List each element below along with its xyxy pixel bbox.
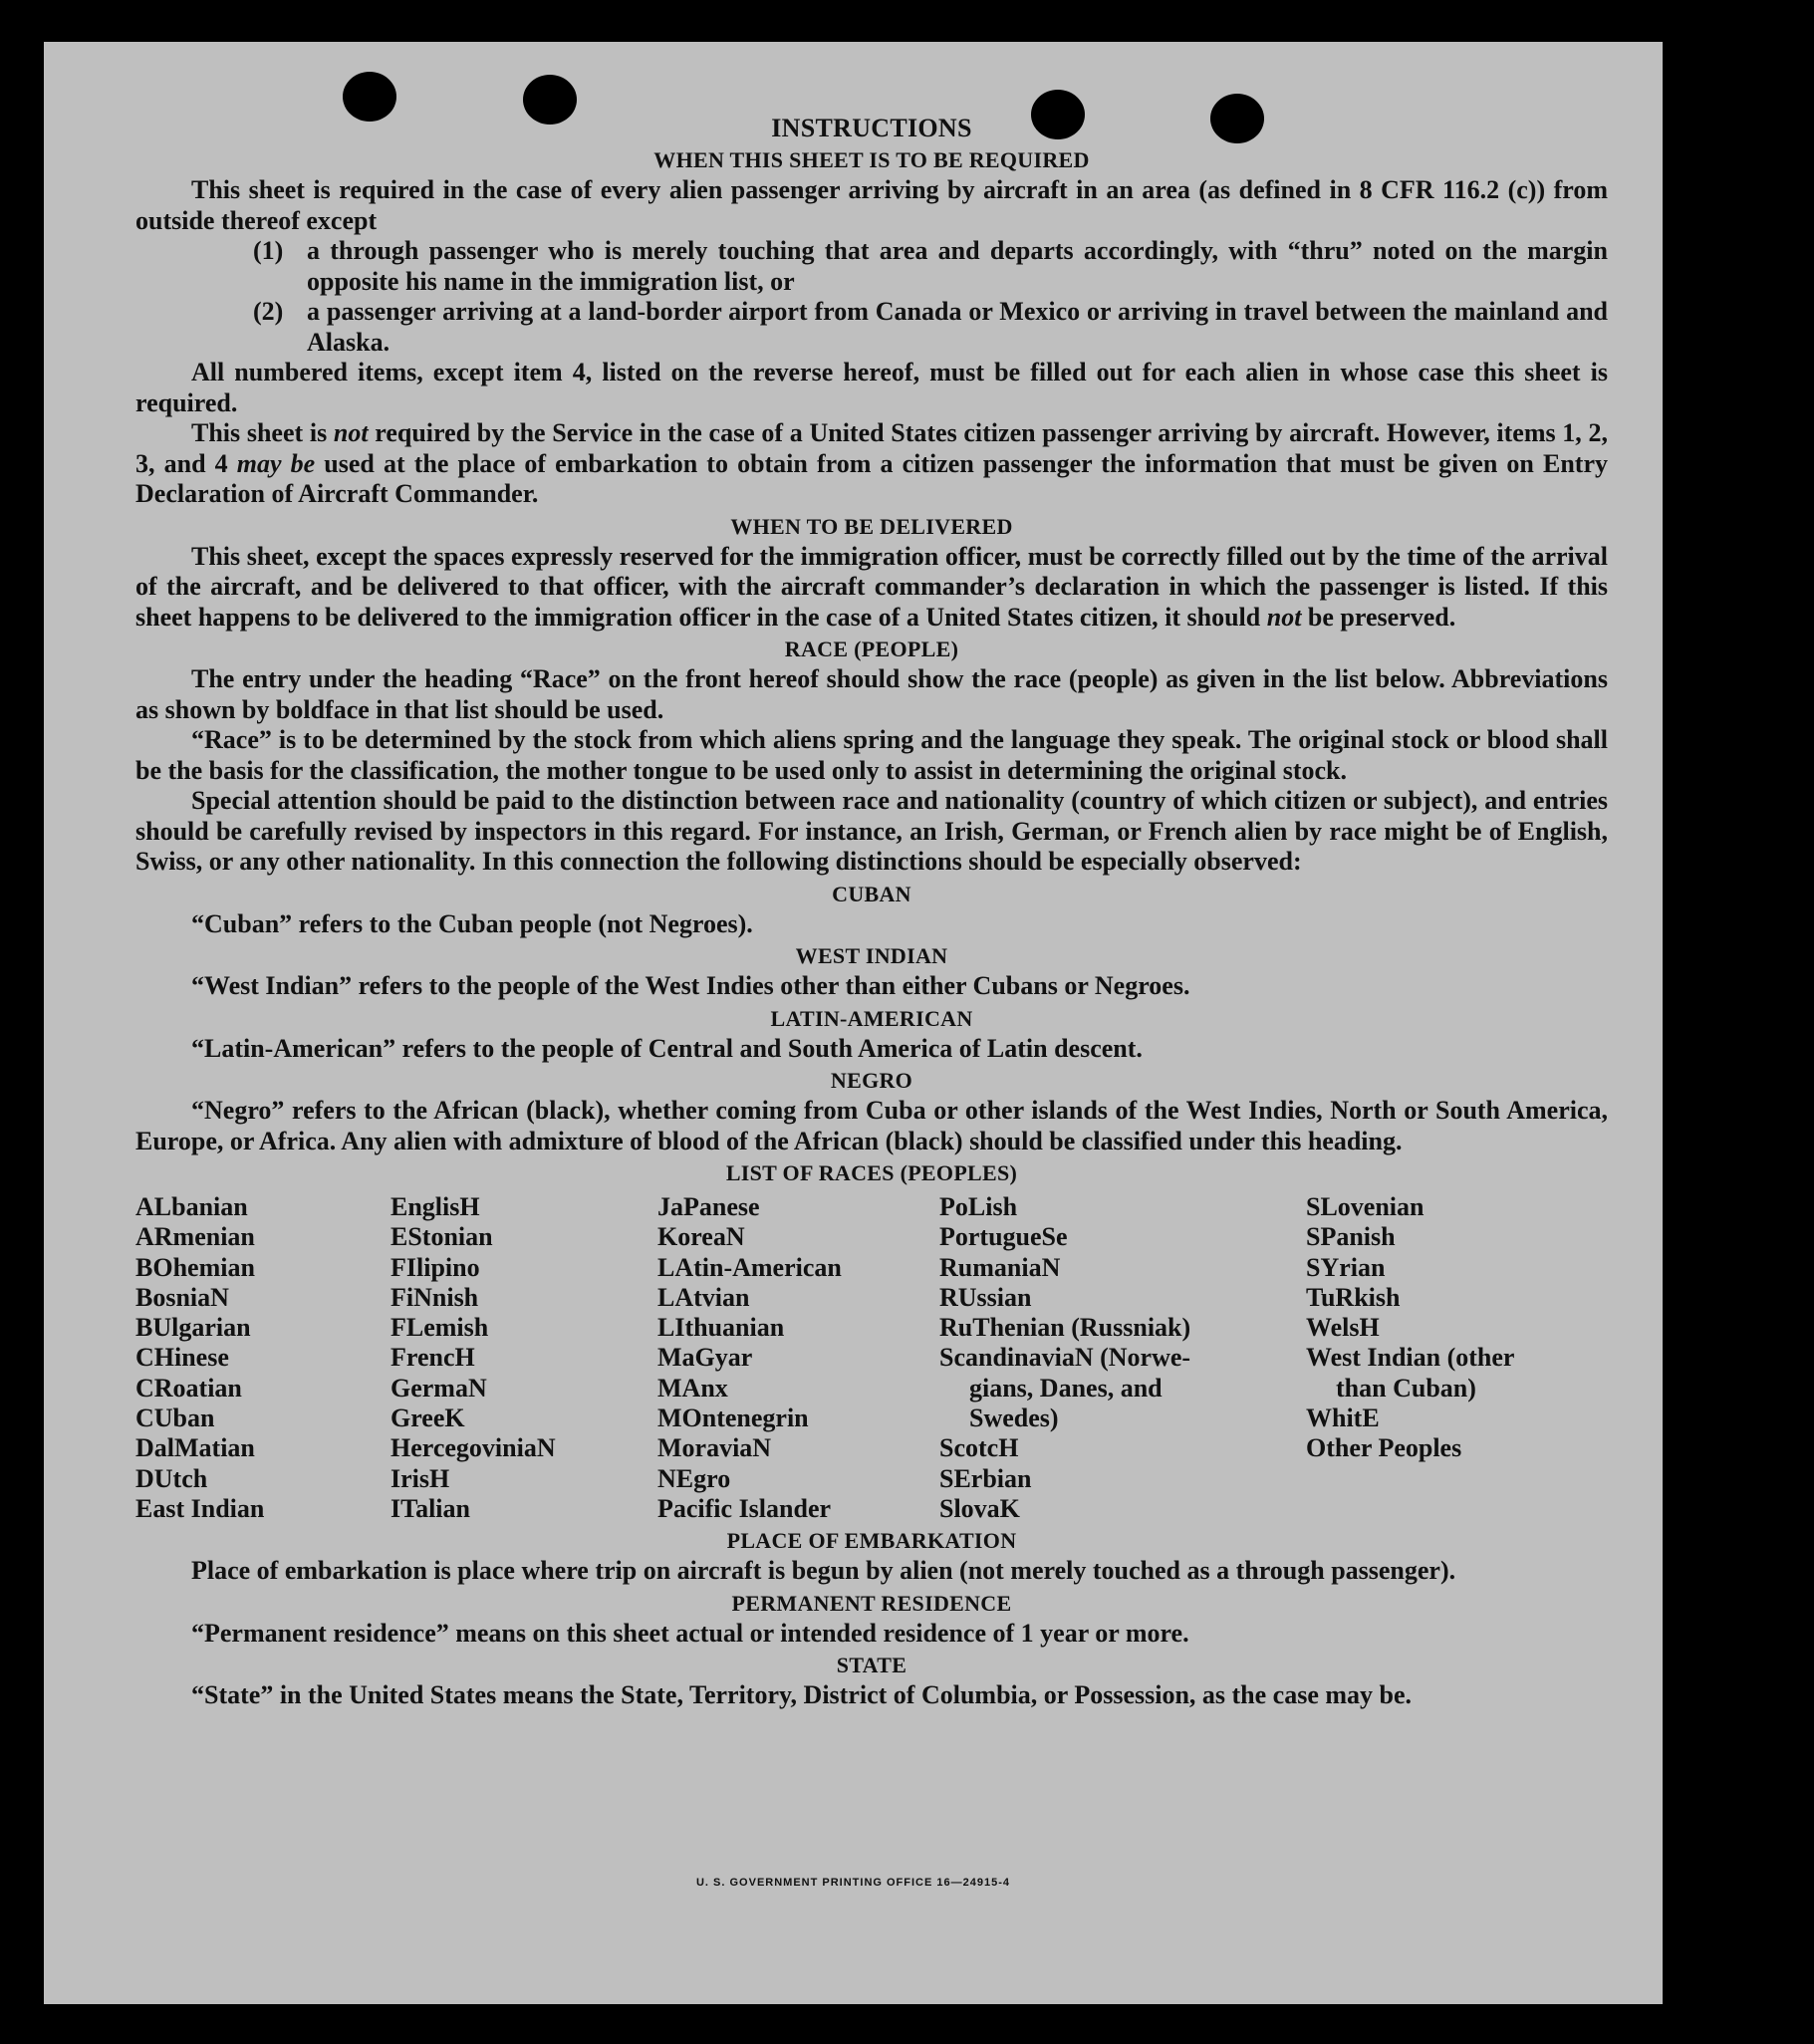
races-column xyxy=(390,1192,657,1524)
race-entry: JaPanese xyxy=(657,1192,760,1221)
race-entry: MAnx xyxy=(657,1373,728,1403)
race-entry: EnglisH xyxy=(390,1192,480,1221)
race-entry: GreeK xyxy=(390,1404,465,1433)
paragraph: “Race” is to be determined by the stock from which aliens spring and the language they speak. The original stock or blood shall be the basis for the classification, the mother tongue to be used only to assist in determining the original stock. xyxy=(135,725,1608,785)
race-entry: TuRkish xyxy=(1306,1282,1401,1312)
race-entry: DalMatian xyxy=(135,1433,255,1463)
paragraph: “Permanent residence” means on this sheet actual or intended residence of 1 year or more. xyxy=(191,1618,1189,1648)
race-entry: BOhemian xyxy=(135,1252,255,1282)
paragraph: This sheet, except the spaces expressly reserved for the immigration officer, must be correctly filled out by the time of the arrival of the aircraft, and be delivered to that officer, with the aircraft commander’s declaration in which the passenger is listed. If this sheet happens to be delivered to the immigration officer in the case of a United States citizen, it should not be preserved. xyxy=(135,541,1608,632)
race-entry-continued: than Cuban) xyxy=(1336,1373,1476,1403)
paragraph: “Cuban” refers to the Cuban people (not Negroes). xyxy=(191,908,753,938)
race-entry: SLovenian xyxy=(1306,1192,1425,1221)
races-column xyxy=(657,1192,939,1524)
races-table xyxy=(135,1192,1608,1524)
race-entry: Other Peoples xyxy=(1306,1433,1462,1463)
paragraph: This sheet is required in the case of every alien passenger arriving by aircraft in an area (as defined in 8 CFR 116.2 (c)) from outside thereof except xyxy=(135,175,1608,235)
list-item xyxy=(253,297,1608,358)
section-heading: WHEN THIS SHEET IS TO BE REQUIRED xyxy=(653,147,1090,172)
race-entry: MOntenegrin xyxy=(657,1404,809,1433)
race-entry: LAtvian xyxy=(657,1282,750,1312)
section-heading: CUBAN xyxy=(832,881,911,906)
race-entry-continued: gians, Danes, and xyxy=(969,1373,1163,1403)
race-entry: FrencH xyxy=(390,1343,475,1373)
paragraph: All numbered items, except item 4, listed on the reverse hereof, must be filled out for each alien in whose case this sheet is required. xyxy=(135,358,1608,417)
race-entry: FIlipino xyxy=(390,1252,480,1282)
item-number: (1) xyxy=(253,236,284,265)
race-entry: PortugueSe xyxy=(939,1222,1068,1252)
paragraph: The entry under the heading “Race” on the front hereof should show the race (people) as given in the list below. Abbreviations as shown by boldface in that list should be used. xyxy=(135,664,1608,724)
race-entry: FiNnish xyxy=(390,1282,479,1312)
race-entry: EStonian xyxy=(390,1222,493,1252)
paragraph: Place of embarkation is place where trip on aircraft is begun by alien (not merely touched as a through passenger). xyxy=(191,1556,1456,1586)
race-entry: RuThenian (Russniak) xyxy=(939,1313,1191,1343)
race-entry: WelsH xyxy=(1306,1313,1380,1343)
race-entry: West Indian (other xyxy=(1306,1343,1515,1373)
document-page xyxy=(44,42,1663,2004)
race-entry: DUtch xyxy=(135,1463,208,1493)
race-entry: LAtin-American xyxy=(657,1252,842,1282)
paragraph: “West Indian” refers to the people of the West Indies other than either Cubans or Negroes. xyxy=(191,971,1190,1000)
race-entry: ITalian xyxy=(390,1493,470,1523)
race-entry-continued: Swedes) xyxy=(969,1404,1059,1433)
paragraph: “Negro” refers to the African (black), whether coming from Cuba or other islands of the West Indies, North or South America, Europe, or Africa. Any alien with admixture of blood of the African (black) should be classified under this heading. xyxy=(135,1096,1608,1155)
race-entry: GermaN xyxy=(390,1373,487,1403)
race-entry: ScotcH xyxy=(939,1433,1019,1463)
section-heading: WEST INDIAN xyxy=(795,943,948,968)
race-entry: ALbanian xyxy=(135,1192,248,1221)
item-text: a passenger arriving at a land-border airport from Canada or Mexico or arriving in travel between the mainland and Alaska. xyxy=(307,297,1608,357)
printer-imprint: U. S. GOVERNMENT PRINTING OFFICE 16—24915-4 xyxy=(695,1877,1010,1889)
race-entry: WhitE xyxy=(1306,1404,1380,1433)
race-entry: SErbian xyxy=(939,1463,1032,1493)
race-entry: NEgro xyxy=(657,1463,731,1493)
race-entry: East Indian xyxy=(135,1493,265,1523)
race-entry: CUban xyxy=(135,1404,215,1433)
race-entry: FLemish xyxy=(390,1313,489,1343)
race-entry: SlovaK xyxy=(939,1493,1020,1523)
item-text: a through passenger who is merely touching that area and departs accordingly, with “thru” noted on the margin opposite his name in the immigration list, or xyxy=(307,236,1608,296)
section-heading: PERMANENT RESIDENCE xyxy=(731,1590,1012,1616)
race-entry: BosniaN xyxy=(135,1282,229,1312)
section-heading: NEGRO xyxy=(830,1068,913,1093)
race-entry: ScandinaviaN (Norwe- xyxy=(939,1343,1191,1373)
instructions-body xyxy=(135,114,1608,1711)
race-entry: KoreaN xyxy=(657,1222,745,1252)
section-heading: STATE xyxy=(836,1653,907,1678)
paragraph: “Latin-American” refers to the people of Central and South America of Latin descent. xyxy=(191,1033,1143,1063)
list-item xyxy=(253,236,1608,297)
paragraph: “State” in the United States means the State, Territory, District of Columbia, or Possession, as the case may be. xyxy=(191,1680,1413,1710)
paragraph: This sheet is not required by the Service in the case of a United States citizen passenger arriving by aircraft. However, items 1, 2, 3, and 4 may be used at the place of embarkation to obtain from a citizen passenger the information that must be given on Entry Declaration of Aircraft Commander. xyxy=(135,418,1608,508)
race-entry: HercegoviniaN xyxy=(390,1433,556,1463)
paragraph: Special attention should be paid to the distinction between race and nationality (country of which citizen or subject), and entries should be carefully revised by inspectors in this regard. For instance, an Irish, German, or French alien by race might be of English, Swiss, or any other nationality. In this connection the following distinctions should be especially observed: xyxy=(135,786,1608,876)
race-entry: CRoatian xyxy=(135,1373,242,1403)
races-column xyxy=(1306,1192,1608,1524)
race-entry: RumaniaN xyxy=(939,1252,1061,1282)
section-heading: RACE (PEOPLE) xyxy=(784,637,959,661)
race-entry: SYrian xyxy=(1306,1252,1386,1282)
race-entry: SPanish xyxy=(1306,1222,1396,1252)
race-entry: PoLish xyxy=(939,1192,1018,1221)
item-number: (2) xyxy=(253,297,284,326)
race-entry: MoraviaN xyxy=(657,1433,772,1463)
race-entry: ARmenian xyxy=(135,1222,255,1252)
section-heading: LIST OF RACES (PEOPLES) xyxy=(725,1160,1018,1185)
races-column xyxy=(939,1192,1306,1524)
section-heading: LATIN-AMERICAN xyxy=(770,1005,973,1031)
race-entry: Pacific Islander xyxy=(657,1493,832,1523)
race-entry: CHinese xyxy=(135,1343,229,1373)
page-title: INSTRUCTIONS xyxy=(771,114,972,142)
race-entry: RUssian xyxy=(939,1282,1032,1312)
races-column xyxy=(135,1192,390,1524)
race-entry: IrisH xyxy=(390,1463,450,1493)
section-heading: PLACE OF EMBARKATION xyxy=(726,1528,1017,1554)
section-heading: WHEN TO BE DELIVERED xyxy=(730,513,1013,539)
race-entry: BUlgarian xyxy=(135,1313,251,1343)
race-entry: LIthuanian xyxy=(657,1313,785,1343)
race-entry: MaGyar xyxy=(657,1343,753,1373)
